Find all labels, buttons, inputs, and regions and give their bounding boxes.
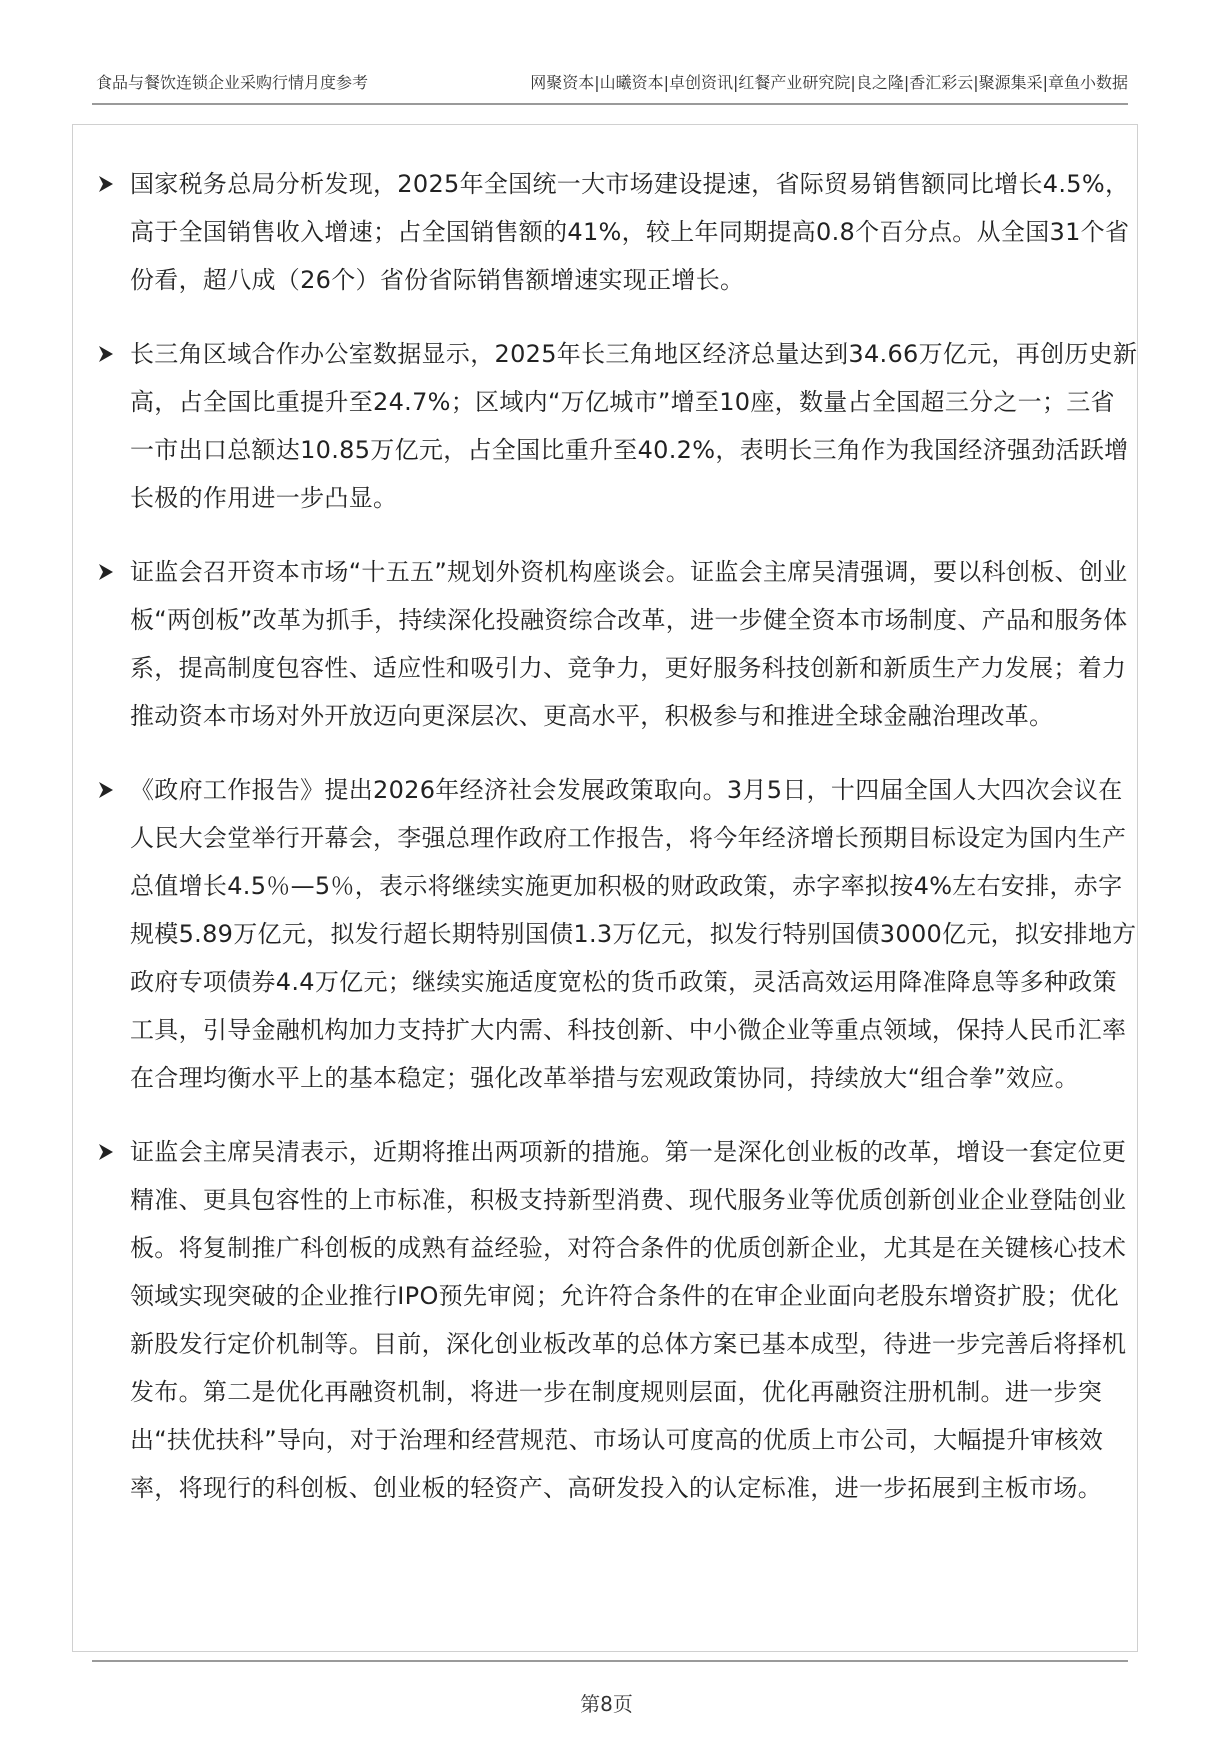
report-title: 食品与餐饮连锁企业采购行情月度参考 — [96, 73, 369, 92]
list-item — [98, 766, 1138, 1102]
footer-divider — [92, 1660, 1128, 1662]
bullet-text: 证监会主席吴清表示，近期将推出两项新的措施。第一是深化创业板的改革，增设一套定位更精准、更具包容性的上市标准，积极支持新型消费、现代服务业等优质创新创业企业登陆创业板。将复制推广科创板的成熟有益经验，对符合条件的优质创新企业，尤其是在关键核心技术领域实现突破的企业推行IPO预先审阅；允许符合条件的在审企业面向老股东增资扩股；优化新股发行定价机制等。目前，深化创业板改革的总体方案已基本成型，待进一步完善后将择机发布。第二是优化再融资机制，将进一步在制度规则层面，优化再融资注册机制。进一步突出“扶优扶科”导向，对于治理和经营规范、市场认可度高的优质上市公司，大幅提升审核效率，将现行的科创板、创业板的轻资产、高研发投入的认定标准，进一步拓展到主板市场。 — [130, 1138, 1127, 1502]
source-list: 网聚资本|山曦资本|卓创资讯|红餐产业研究院|良之隆|香汇彩云|聚源集采|章鱼小数据 — [530, 73, 1128, 92]
header-divider — [92, 103, 1128, 105]
list-item — [98, 330, 1138, 522]
bullet-list — [98, 160, 1138, 1538]
arrowhead-bullet-icon — [98, 548, 122, 596]
bullet-text: 长三角区域合作办公室数据显示，2025年长三角地区经济总量达到34.66万亿元，再创历史新高，占全国比重提升至24.7%；区域内“万亿城市”增至10座，数量占全国超三分之一；三省一市出口总额达10.85万亿元，占全国比重升至40.2%，表明长三角作为我国经济强劲活跃增长极的作用进一步凸显。 — [130, 340, 1138, 512]
list-item — [98, 160, 1138, 304]
page-number: 第8页 — [580, 1692, 633, 1716]
arrowhead-bullet-icon — [98, 766, 122, 814]
list-item — [98, 548, 1138, 740]
arrowhead-bullet-icon — [98, 1128, 122, 1176]
bullet-text: 《政府工作报告》提出2026年经济社会发展政策取向。3月5日，十四届全国人大四次会议在人民大会堂举行开幕会，李强总理作政府工作报告，将今年经济增长预期目标设定为国内生产总值增长4.5％—5％，表示将继续实施更加积极的财政政策，赤字率拟按4%左右安排，赤字规模5.89万亿元，拟发行超长期特别国债1.3万亿元，拟发行特别国债3000亿元，拟安排地方政府专项债券4.4万亿元；继续实施适度宽松的货币政策，灵活高效运用降准降息等多种政策工具，引导金融机构加力支持扩大内需、科技创新、中小微企业等重点领域，保持人民币汇率在合理均衡水平上的基本稳定；强化改革举措与宏观政策协同，持续放大“组合拳”效应。 — [130, 776, 1137, 1092]
list-item — [98, 1128, 1138, 1512]
arrowhead-bullet-icon — [98, 160, 122, 208]
page-header — [92, 60, 1128, 100]
bullet-text: 证监会召开资本市场“十五五”规划外资机构座谈会。证监会主席吴清强调，要以科创板、创业板“两创板”改革为抓手，持续深化投融资综合改革，进一步健全资本市场制度、产品和服务体系，提高制度包容性、适应性和吸引力、竞争力，更好服务科技创新和新质生产力发展；着力推动资本市场对外开放迈向更深层次、更高水平，积极参与和推进全球金融治理改革。 — [130, 558, 1128, 730]
arrowhead-bullet-icon — [98, 330, 122, 378]
bullet-text: 国家税务总局分析发现，2025年全国统一大市场建设提速，省际贸易销售额同比增长4.5%，高于全国销售收入增速；占全国销售额的41%，较上年同期提高0.8个百分点。从全国31个省份看，超八成（26个）省份省际销售额增速实现正增长。 — [130, 170, 1130, 294]
